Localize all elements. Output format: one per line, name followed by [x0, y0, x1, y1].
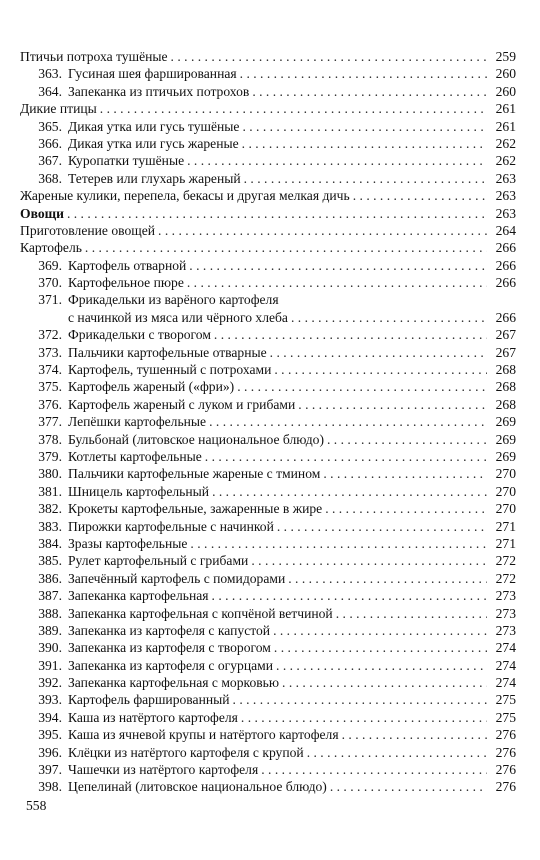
entry-title: Чашечки из натёртого картофеля [68, 762, 259, 778]
toc-recipe-entry [20, 465, 516, 482]
dot-leader [288, 570, 487, 587]
entry-title: Котлеты картофельные [68, 448, 202, 464]
entry-page-number: 263 [495, 188, 516, 204]
entry-page-number: 266 [495, 275, 516, 291]
entry-page-number: 266 [495, 240, 516, 256]
dot-leader [190, 535, 487, 552]
entry-page-number: 269 [495, 431, 516, 447]
entry-title: Куропатки тушёные [68, 153, 185, 169]
dot-leader [342, 726, 487, 743]
entry-number: 376. [38, 396, 62, 412]
entry-page-number: 272 [495, 570, 516, 586]
entry-page-number: 267 [495, 327, 516, 343]
entry-title: Фрикадельки из варёного картофеля [68, 292, 279, 308]
entry-title: Картофель, тушенный с потрохами [68, 362, 272, 378]
entry-page-number: 271 [495, 518, 516, 534]
entry-title: Картофельное пюре [68, 275, 184, 291]
toc-recipe-entry [20, 396, 516, 413]
entry-number: 380. [38, 466, 62, 482]
entry-page-number: 273 [495, 622, 516, 638]
dot-leader [298, 396, 487, 413]
dot-leader [282, 674, 487, 691]
entry-number: 386. [38, 570, 62, 586]
dot-leader [187, 152, 487, 169]
entry-page-number: 270 [495, 466, 516, 482]
entry-number: 368. [38, 170, 62, 186]
entry-page-number: 274 [495, 675, 516, 691]
toc-recipe-entry [20, 274, 516, 291]
entry-page-number: 276 [495, 762, 516, 778]
entry-number: 364. [38, 83, 62, 99]
dot-leader [323, 465, 487, 482]
toc-recipe-entry [20, 500, 516, 517]
entry-number: 388. [38, 605, 62, 621]
entry-title: Зразы картофельные [68, 535, 188, 551]
dot-leader [353, 187, 487, 204]
dot-leader [327, 431, 487, 448]
entry-number: 383. [38, 518, 62, 534]
dot-leader [307, 744, 487, 761]
dot-leader [212, 587, 487, 604]
entry-page-number: 266 [495, 257, 516, 273]
dot-leader [276, 657, 487, 674]
dot-leader [233, 691, 487, 708]
entry-page-number: 270 [495, 483, 516, 499]
toc-recipe-entry [20, 83, 516, 100]
dot-leader [100, 100, 487, 117]
dot-leader [244, 170, 487, 187]
toc-recipe-entry [20, 639, 516, 656]
entry-page-number: 262 [495, 135, 516, 151]
entry-title: Пальчики картофельные жареные с тмином [68, 466, 321, 482]
toc-recipe-entry [20, 326, 516, 343]
toc-recipe-entry [20, 378, 516, 395]
toc-recipe-entry [20, 587, 516, 604]
entry-title: с начинкой из мяса или чёрного хлеба [68, 309, 288, 325]
toc-recipe-entry [20, 709, 516, 726]
toc-recipe-entry [20, 170, 516, 187]
entry-page-number: 263 [495, 170, 516, 186]
entry-number: 394. [38, 709, 62, 725]
dot-leader [240, 65, 487, 82]
entry-page-number: 276 [495, 744, 516, 760]
dot-leader [158, 222, 487, 239]
entry-page-number: 273 [495, 588, 516, 604]
toc-recipe-entry [20, 674, 516, 691]
entry-page-number: 273 [495, 605, 516, 621]
entry-page-number: 275 [495, 709, 516, 725]
toc-recipe-entry [20, 657, 516, 674]
entry-number: 395. [38, 727, 62, 743]
dot-leader [209, 413, 487, 430]
toc-recipe-entry [20, 152, 516, 169]
dot-leader [274, 639, 487, 656]
entry-number: 392. [38, 675, 62, 691]
toc-recipe-entry [20, 570, 516, 587]
entry-page-number: 266 [495, 309, 516, 325]
entry-page-number: 276 [495, 727, 516, 743]
dot-leader [325, 500, 487, 517]
toc-recipe-entry [20, 291, 516, 326]
entry-number: 393. [38, 692, 62, 708]
entry-title: Картофель жареный («фри») [68, 379, 235, 395]
toc-section-entry [20, 100, 516, 117]
entry-number: 363. [38, 66, 62, 82]
toc-recipe-entry [20, 622, 516, 639]
entry-title: Картофель фаршированный [68, 692, 230, 708]
toc-section-entry [20, 239, 516, 256]
toc-section-entry [20, 205, 516, 222]
dot-leader [336, 605, 487, 622]
entry-title: Крокеты картофельные, зажаренные в жире [68, 501, 323, 517]
entry-number: 371. [38, 292, 62, 308]
entry-page-number: 268 [495, 362, 516, 378]
dot-leader [205, 448, 487, 465]
dot-leader [273, 622, 487, 639]
dot-leader [241, 709, 487, 726]
entry-number: 373. [38, 344, 62, 360]
entry-page-number: 274 [495, 640, 516, 656]
entry-title: Картофель [20, 240, 82, 256]
entry-number: 379. [38, 448, 62, 464]
entry-number: 365. [38, 118, 62, 134]
toc-recipe-entry [20, 761, 516, 778]
dot-leader [270, 344, 487, 361]
entry-number: 369. [38, 257, 62, 273]
dot-leader [189, 257, 487, 274]
toc-section-entry [20, 48, 516, 65]
entry-page-number: 268 [495, 396, 516, 412]
entry-title: Птичьи потроха тушёные [20, 49, 168, 64]
entry-number: 390. [38, 640, 62, 656]
entry-title: Запеканка из картофеля с огурцами [68, 657, 274, 673]
toc-recipe-entry [20, 691, 516, 708]
entry-title: Жареные кулики, перепела, бекасы и другая мелкая дичь [20, 188, 350, 204]
toc-recipe-entry [20, 744, 516, 761]
toc-recipe-entry [20, 483, 516, 500]
dot-leader [85, 239, 487, 256]
toc-recipe-entry [20, 413, 516, 430]
entry-title: Лепёшки картофельные [68, 414, 207, 430]
entry-number: 385. [38, 553, 62, 569]
entry-number: 372. [38, 327, 62, 343]
entry-number: 374. [38, 362, 62, 378]
entry-number: 387. [38, 588, 62, 604]
entry-title: Каша из ячневой крупы и натёртого картофеля [68, 727, 339, 743]
entry-title: Бульбонай (литовское национальное блюдо) [68, 431, 324, 447]
entry-title: Запечённый картофель с помидорами [68, 570, 286, 586]
dot-leader [242, 118, 487, 135]
entry-title: Гусиная шея фаршированная [68, 66, 237, 82]
entry-title: Клёцки из натёртого картофеля с крупой [68, 744, 304, 760]
entry-number: 377. [38, 414, 62, 430]
entry-page-number: 275 [495, 692, 516, 708]
entry-title: Приготовление овощей [20, 222, 156, 238]
entry-page-number: 268 [495, 379, 516, 395]
entry-title: Овощи [20, 205, 64, 221]
entry-page-number: 264 [495, 222, 516, 238]
entry-title: Каша из натёртого картофеля [68, 709, 238, 725]
toc-recipe-entry [20, 448, 516, 465]
entry-page-number: 261 [495, 118, 516, 134]
entry-page-number: 271 [495, 535, 516, 551]
entry-title: Картофель отварной [68, 257, 187, 273]
dot-leader [237, 378, 487, 395]
entry-title: Картофель жареный с луком и грибами [68, 396, 296, 412]
table-of-contents [20, 48, 516, 796]
dot-leader [274, 361, 487, 378]
dot-leader [214, 326, 487, 343]
entry-number: 396. [38, 744, 62, 760]
entry-number: 375. [38, 379, 62, 395]
toc-recipe-entry [20, 726, 516, 743]
entry-title: Запеканка из картофеля с творогом [68, 640, 271, 656]
toc-recipe-entry [20, 518, 516, 535]
page-number: 558 [26, 798, 47, 813]
entry-number: 378. [38, 431, 62, 447]
toc-section-entry [20, 222, 516, 239]
entry-number: 397. [38, 762, 62, 778]
entry-page-number: 269 [495, 414, 516, 430]
entry-page-number: 272 [495, 553, 516, 569]
entry-title: Дикая утка или гусь тушёные [68, 118, 240, 134]
toc-recipe-entry [20, 605, 516, 622]
entry-page-number: 260 [495, 83, 516, 99]
entry-title: Запеканка картофельная с копчёной ветчиной [68, 605, 333, 621]
toc-recipe-entry [20, 344, 516, 361]
entry-number: 366. [38, 135, 62, 151]
entry-title: Тетерев или глухарь жареный [68, 170, 241, 186]
entry-title: Запеканка из птичьих потрохов [68, 83, 250, 99]
dot-leader [277, 518, 487, 535]
dot-leader [187, 274, 487, 291]
entry-title: Пирожки картофельные с начинкой [68, 518, 274, 534]
entry-page-number: 267 [495, 344, 516, 360]
toc-recipe-entry [20, 118, 516, 135]
dot-leader [291, 309, 487, 326]
dot-leader [252, 83, 487, 100]
entry-number: 389. [38, 622, 62, 638]
toc-recipe-entry [20, 361, 516, 378]
entry-page-number: 260 [495, 66, 516, 82]
entry-title: Запеканка картофельная с морковью [68, 675, 280, 691]
entry-number: 384. [38, 535, 62, 551]
entry-number: 391. [38, 657, 62, 673]
entry-page-number: 259 [495, 49, 516, 64]
entry-title: Дикая утка или гусь жареные [68, 135, 239, 151]
entry-page-number: 270 [495, 501, 516, 517]
entry-number: 370. [38, 275, 62, 291]
dot-leader [171, 48, 487, 65]
toc-recipe-entry [20, 552, 516, 569]
toc-recipe-entry [20, 65, 516, 82]
entry-title: Запеканка картофельная [68, 588, 209, 604]
entry-number: 398. [38, 779, 62, 795]
entry-page-number: 274 [495, 657, 516, 673]
toc-recipe-entry [20, 257, 516, 274]
entry-title: Запеканка из картофеля с капустой [68, 622, 271, 638]
dot-leader [251, 552, 487, 569]
entry-page-number: 263 [495, 205, 516, 221]
toc-recipe-entry [20, 778, 516, 795]
dot-leader [242, 135, 487, 152]
entry-page-number: 262 [495, 153, 516, 169]
toc-section-entry [20, 187, 516, 204]
entry-title: Шницель картофельный [68, 483, 210, 499]
entry-number: 382. [38, 501, 62, 517]
toc-recipe-entry [20, 431, 516, 448]
dot-leader [330, 778, 487, 795]
toc-recipe-entry [20, 535, 516, 552]
dot-leader [261, 761, 487, 778]
entry-number: 381. [38, 483, 62, 499]
entry-page-number: 276 [495, 779, 516, 795]
entry-title: Цепелинай (литовское национальное блюдо) [68, 779, 327, 795]
entry-title: Пальчики картофельные отварные [68, 344, 267, 360]
toc-recipe-entry [20, 135, 516, 152]
entry-page-number: 261 [495, 101, 516, 117]
dot-leader [67, 205, 487, 222]
entry-number: 367. [38, 153, 62, 169]
entry-title: Рулет картофельный с грибами [68, 553, 249, 569]
entry-page-number: 269 [495, 448, 516, 464]
dot-leader [212, 483, 487, 500]
entry-title: Дикие птицы [20, 101, 97, 117]
entry-title: Фрикадельки с творогом [68, 327, 211, 343]
